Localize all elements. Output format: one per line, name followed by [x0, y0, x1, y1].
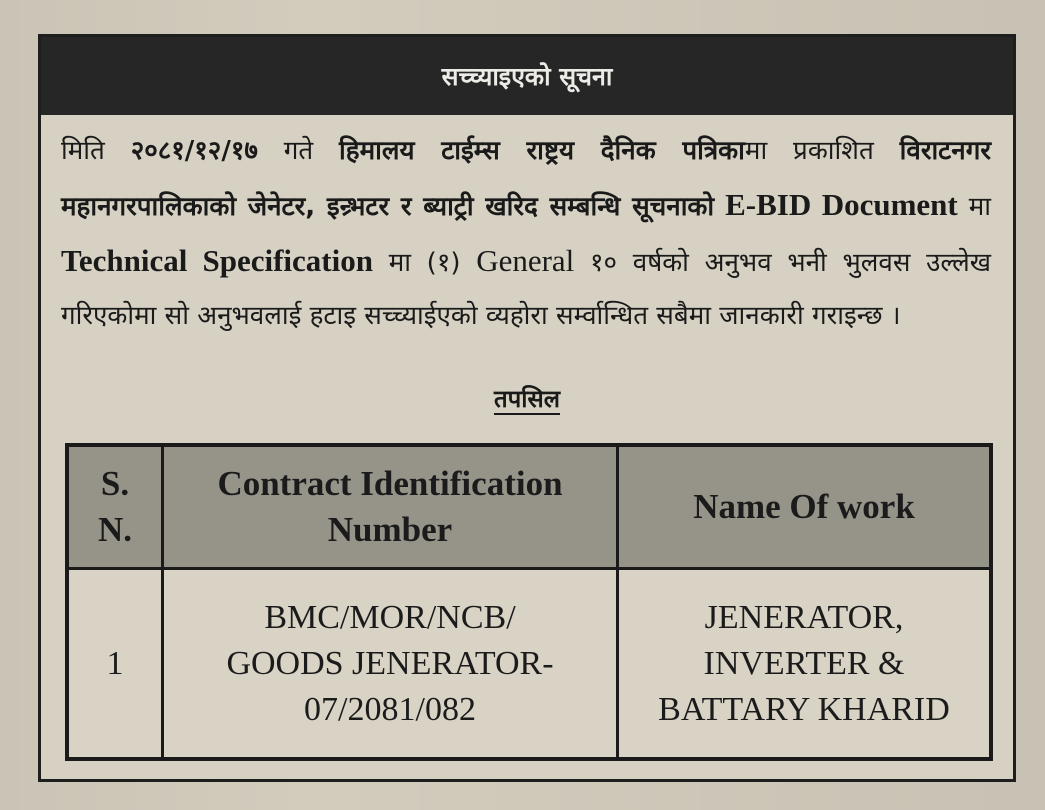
general-label: General	[476, 243, 575, 278]
notice-header-bar	[41, 37, 1013, 115]
body-segment: मा	[957, 192, 992, 222]
body-segment: मा प्रकाशित	[744, 136, 900, 166]
body-segment: मिति	[61, 136, 131, 166]
body-segment: मा (१)	[373, 248, 477, 278]
contract-details-table	[65, 443, 993, 761]
notice-title: सच्च्याइएको सूचना	[441, 62, 613, 91]
header-sn: S. N.	[67, 445, 163, 569]
table-header-row	[67, 445, 991, 569]
details-subheading: तपसिल	[493, 385, 561, 413]
notice-date: २०८१/१२/१७	[130, 136, 258, 166]
notice-subject: विराटनगर महानगरपालिकाको जेनेटर, इन्र्भटर र ब्याट्री खरिद सम्बन्धि सूचनाको	[61, 136, 991, 222]
technical-spec-label: Technical Specification	[61, 243, 373, 278]
cell-contract-id: BMC/MOR/NCB/ GOODS JENERATOR- 07/2081/082	[163, 569, 618, 760]
ebid-document-label: E-BID Document	[725, 187, 958, 222]
notice-box	[38, 34, 1016, 782]
header-contract-id: Contract Identification Number	[163, 445, 618, 569]
notice-body	[61, 125, 991, 343]
header-name-of-work: Name Of work	[618, 445, 992, 569]
newspaper-name: हिमालय टाईम्स राष्ट्रय दैनिक पत्रिका	[339, 136, 745, 166]
body-segment: गते	[257, 136, 340, 166]
body-segment: १० वर्षको अनुभव भनी भुलवस उल्लेख गरिएकोमा सो अनुभवलाई हटाइ सच्च्याईएको व्यहोरा सर्म्वान्धित सबैमा जानकारी गराइन्छ ।	[61, 248, 991, 331]
body-segment	[714, 192, 725, 222]
cell-sn: 1	[67, 569, 163, 760]
cell-name-of-work: JENERATOR, INVERTER & BATTARY KHARID	[618, 569, 992, 760]
table-row	[67, 569, 991, 760]
